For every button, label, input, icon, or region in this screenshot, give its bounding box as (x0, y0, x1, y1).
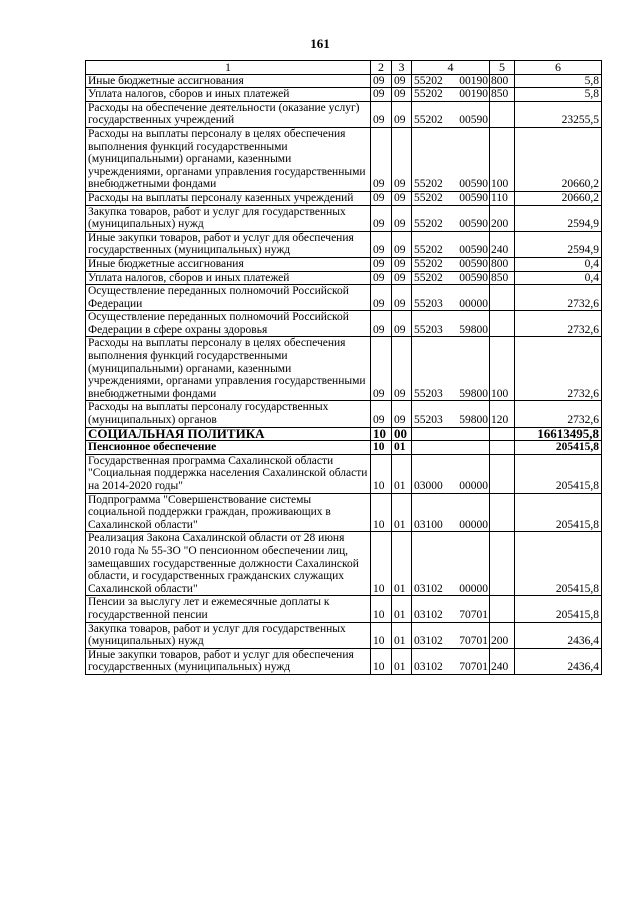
row-expense-type: 100 (490, 127, 515, 191)
row-subsection: 09 (392, 285, 412, 311)
row-target-code (412, 311, 490, 337)
table-row (86, 271, 602, 285)
table-row (86, 596, 602, 622)
row-section: 09 (371, 101, 392, 127)
row-program-code: 55202 (414, 257, 443, 270)
row-target-code (412, 532, 490, 596)
row-direction-code: 00000 (459, 582, 488, 595)
row-name: Расходы на выплаты персоналу в целях обеспечения выполнения функций государственными (муниципальными) органами, казенными учреждениями, органами управления государственными внебюджетными фондами (86, 337, 371, 401)
table-row (86, 337, 602, 401)
row-target-code (412, 648, 490, 674)
row-program-code: 03102 (414, 582, 443, 595)
row-subsection: 09 (392, 191, 412, 205)
row-expense-type (490, 427, 515, 441)
row-amount: 2594,9 (515, 205, 602, 231)
row-subsection: 09 (392, 311, 412, 337)
row-name: Расходы на выплаты персоналу казенных учреждений (86, 191, 371, 205)
row-section: 09 (371, 127, 392, 191)
row-name: Осуществление переданных полномочий Российской Федерации в сфере охраны здоровья (86, 311, 371, 337)
row-program-code: 55203 (414, 387, 443, 400)
table-row (86, 427, 602, 441)
row-section: 09 (371, 311, 392, 337)
row-name: Государственная программа Сахалинской области "Социальная поддержка населения Сахалинской области на 2014-2020 годы" (86, 454, 371, 493)
row-target-code (412, 231, 490, 257)
table-row (86, 191, 602, 205)
row-target-code (412, 285, 490, 311)
row-subsection: 01 (392, 622, 412, 648)
row-name: Пенсии за выслугу лет и ежемесячные доплаты к государственной пенсии (86, 596, 371, 622)
row-target-code (412, 191, 490, 205)
row-subsection: 09 (392, 88, 412, 102)
row-amount: 205415,8 (515, 454, 602, 493)
row-subsection: 09 (392, 205, 412, 231)
row-amount: 205415,8 (515, 441, 602, 455)
table-row (86, 205, 602, 231)
row-expense-type: 120 (490, 401, 515, 427)
row-section: 09 (371, 401, 392, 427)
row-name: Подпрограмма "Совершенствование системы социальной поддержки граждан, проживающих в Сахалинской области" (86, 493, 371, 532)
row-expense-type: 850 (490, 88, 515, 102)
row-section: 09 (371, 88, 392, 102)
row-name: Иные закупки товаров, работ и услуг для обеспечения государственных (муниципальных) нужд (86, 648, 371, 674)
table-row (86, 401, 602, 427)
row-target-code (412, 257, 490, 271)
row-section: 09 (371, 231, 392, 257)
row-target-code (412, 441, 490, 455)
row-section: 10 (371, 596, 392, 622)
header-col-section: 2 (371, 61, 392, 75)
row-direction-code: 00000 (459, 480, 488, 492)
row-program-code: 55202 (414, 178, 443, 191)
row-expense-type (490, 454, 515, 493)
table-row (86, 532, 602, 596)
table-row (86, 101, 602, 127)
row-expense-type: 200 (490, 622, 515, 648)
row-name: Уплата налогов, сборов и иных платежей (86, 271, 371, 285)
row-direction-code: 00000 (459, 297, 488, 310)
row-amount: 5,8 (515, 74, 602, 88)
row-subsection: 09 (392, 401, 412, 427)
row-amount: 2436,4 (515, 622, 602, 648)
row-amount: 20660,2 (515, 127, 602, 191)
row-amount: 20660,2 (515, 191, 602, 205)
row-section: 10 (371, 493, 392, 532)
row-direction-code: 00590 (459, 244, 488, 257)
row-section: 10 (371, 427, 392, 441)
row-subsection: 01 (392, 532, 412, 596)
table-row (86, 441, 602, 455)
row-subsection: 09 (392, 101, 412, 127)
row-direction-code: 00190 (459, 74, 488, 87)
row-expense-type (490, 596, 515, 622)
row-name: Закупка товаров, работ и услуг для государственных (муниципальных) нужд (86, 205, 371, 231)
row-amount: 2436,4 (515, 648, 602, 674)
row-name: СОЦИАЛЬНАЯ ПОЛИТИКА (86, 427, 371, 441)
row-section: 10 (371, 441, 392, 455)
page-number: 161 (310, 36, 330, 51)
budget-table (85, 60, 602, 675)
row-direction-code: 00590 (459, 178, 488, 191)
table-row (86, 88, 602, 102)
row-amount: 205415,8 (515, 493, 602, 532)
table-row (86, 285, 602, 311)
row-section: 09 (371, 285, 392, 311)
row-direction-code: 00000 (459, 518, 488, 531)
row-expense-type (490, 493, 515, 532)
row-program-code: 55203 (414, 297, 443, 310)
row-program-code: 55202 (414, 74, 443, 87)
row-direction-code: 59800 (459, 387, 488, 400)
row-expense-type: 240 (490, 231, 515, 257)
row-amount: 205415,8 (515, 532, 602, 596)
row-program-code: 03100 (414, 518, 443, 531)
table-row (86, 74, 602, 88)
table-row (86, 231, 602, 257)
header-col-amount: 6 (515, 61, 602, 75)
row-program-code: 55202 (414, 191, 443, 204)
row-name: Реализация Закона Сахалинской области от 28 июня 2010 года № 55-ЗО "О пенсионном обеспечении лиц, замещавших государственные должности Сахалинской области, и государственных гражданских служащих Сахалинской области" (86, 532, 371, 596)
row-section: 10 (371, 532, 392, 596)
row-target-code (412, 88, 490, 102)
row-subsection: 01 (392, 441, 412, 455)
header-col-name: 1 (86, 61, 371, 75)
row-direction-code: 70701 (459, 608, 488, 621)
row-program-code: 55202 (414, 271, 443, 284)
row-expense-type: 800 (490, 257, 515, 271)
row-name: Расходы на выплаты персоналу государственных (муниципальных) органов (86, 401, 371, 427)
row-expense-type (490, 441, 515, 455)
row-program-code: 55202 (414, 88, 443, 101)
row-direction-code: 59800 (459, 323, 488, 336)
row-target-code (412, 337, 490, 401)
row-name: Иные бюджетные ассигнования (86, 257, 371, 271)
table-row (86, 493, 602, 532)
row-target-code (412, 101, 490, 127)
row-subsection: 09 (392, 271, 412, 285)
table-row (86, 127, 602, 191)
row-target-code (412, 271, 490, 285)
row-direction-code: 70701 (459, 635, 488, 648)
row-expense-type (490, 532, 515, 596)
row-section: 10 (371, 454, 392, 493)
table-row (86, 454, 602, 493)
row-name: Осуществление переданных полномочий Российской Федерации (86, 285, 371, 311)
row-program-code: 55202 (414, 114, 443, 127)
row-amount: 16613495,8 (515, 427, 602, 441)
row-target-code (412, 596, 490, 622)
row-direction-code: 70701 (459, 661, 488, 674)
table-row (86, 648, 602, 674)
row-expense-type (490, 311, 515, 337)
table-row (86, 257, 602, 271)
row-direction-code: 59800 (459, 414, 488, 427)
row-section: 09 (371, 271, 392, 285)
row-name: Иные бюджетные ассигнования (86, 74, 371, 88)
header-col-expense-type: 5 (490, 61, 515, 75)
row-expense-type: 110 (490, 191, 515, 205)
row-program-code: 03102 (414, 661, 443, 674)
row-target-code (412, 401, 490, 427)
row-subsection: 09 (392, 257, 412, 271)
row-subsection: 01 (392, 596, 412, 622)
row-target-code (412, 454, 490, 493)
row-direction-code: 00590 (459, 271, 488, 284)
table-row (86, 311, 602, 337)
row-target-code (412, 205, 490, 231)
row-subsection: 09 (392, 337, 412, 401)
row-subsection: 09 (392, 231, 412, 257)
row-amount: 0,4 (515, 271, 602, 285)
row-target-code (412, 427, 490, 441)
row-section: 10 (371, 648, 392, 674)
row-program-code: 03000 (414, 480, 443, 492)
row-target-code (412, 493, 490, 532)
row-name: Уплата налогов, сборов и иных платежей (86, 88, 371, 102)
row-direction-code: 00590 (459, 114, 488, 127)
row-section: 09 (371, 337, 392, 401)
row-program-code: 55202 (414, 244, 443, 257)
row-direction-code: 00590 (459, 191, 488, 204)
row-amount: 2732,6 (515, 337, 602, 401)
row-direction-code: 00190 (459, 88, 488, 101)
table-header-row (86, 61, 602, 75)
row-program-code: 55203 (414, 414, 443, 427)
row-amount: 2594,9 (515, 231, 602, 257)
table-row (86, 622, 602, 648)
row-expense-type: 800 (490, 74, 515, 88)
row-expense-type: 240 (490, 648, 515, 674)
row-target-code (412, 127, 490, 191)
row-program-code: 03102 (414, 608, 443, 621)
row-subsection: 01 (392, 648, 412, 674)
row-program-code: 55203 (414, 323, 443, 336)
row-amount: 5,8 (515, 88, 602, 102)
row-target-code (412, 622, 490, 648)
row-expense-type: 200 (490, 205, 515, 231)
row-amount: 205415,8 (515, 596, 602, 622)
row-subsection: 00 (392, 427, 412, 441)
row-amount: 2732,6 (515, 311, 602, 337)
budget-table-body (86, 61, 602, 675)
row-amount: 23255,5 (515, 101, 602, 127)
row-expense-type: 100 (490, 337, 515, 401)
row-amount: 2732,6 (515, 401, 602, 427)
header-col-subsection: 3 (392, 61, 412, 75)
row-name: Пенсионное обеспечение (86, 441, 371, 455)
row-target-code (412, 74, 490, 88)
row-name: Закупка товаров, работ и услуг для государственных (муниципальных) нужд (86, 622, 371, 648)
row-amount: 2732,6 (515, 285, 602, 311)
row-program-code: 55202 (414, 218, 443, 231)
row-section: 09 (371, 74, 392, 88)
row-direction-code: 00590 (459, 257, 488, 270)
row-name: Расходы на обеспечение деятельности (оказание услуг) государственных учреждений (86, 101, 371, 127)
row-expense-type: 850 (490, 271, 515, 285)
row-expense-type (490, 285, 515, 311)
row-subsection: 09 (392, 74, 412, 88)
row-amount: 0,4 (515, 257, 602, 271)
row-section: 10 (371, 622, 392, 648)
row-program-code: 03102 (414, 635, 443, 648)
row-direction-code: 00590 (459, 218, 488, 231)
row-subsection: 01 (392, 454, 412, 493)
row-name: Расходы на выплаты персоналу в целях обеспечения выполнения функций государственными (муниципальными) органами, казенными учреждениями, органами управления государственными внебюджетными фондами (86, 127, 371, 191)
row-subsection: 01 (392, 493, 412, 532)
row-section: 09 (371, 191, 392, 205)
header-col-target-code: 4 (412, 61, 490, 75)
row-expense-type (490, 101, 515, 127)
row-section: 09 (371, 205, 392, 231)
row-subsection: 09 (392, 127, 412, 191)
row-name: Иные закупки товаров, работ и услуг для обеспечения государственных (муниципальных) нужд (86, 231, 371, 257)
row-section: 09 (371, 257, 392, 271)
